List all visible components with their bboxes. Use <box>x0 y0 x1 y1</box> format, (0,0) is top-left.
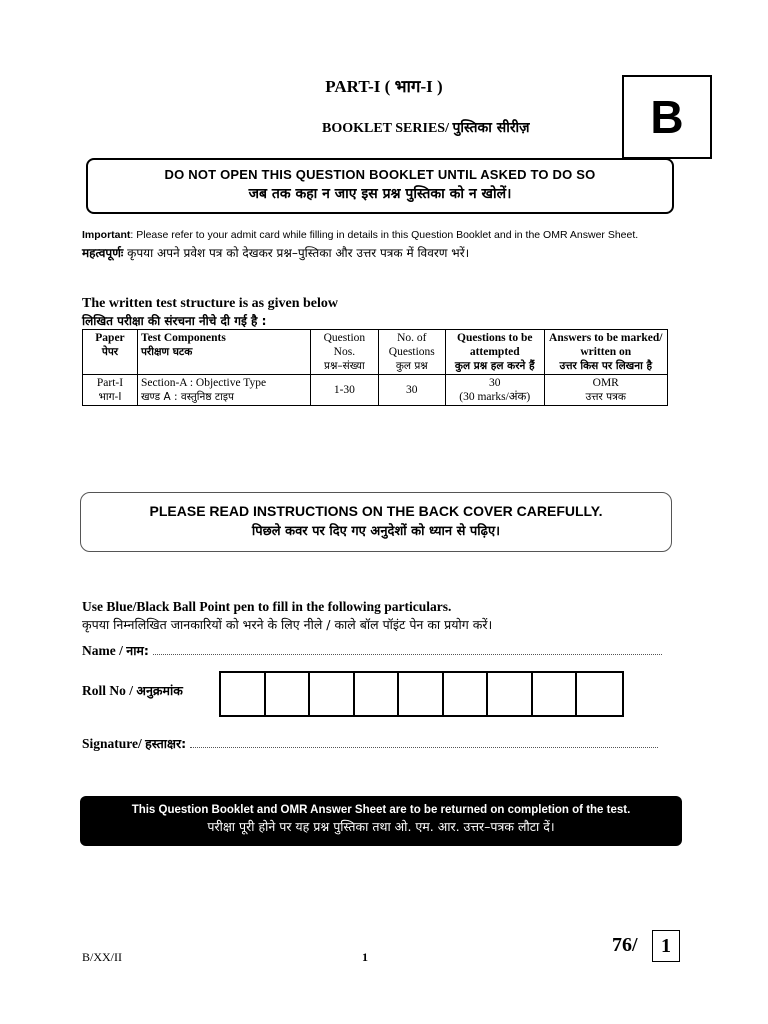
roll-digit-box[interactable] <box>533 673 578 715</box>
name-label: Name / नाम: <box>82 643 149 658</box>
cell-component: Section-A : Objective Type खण्ड A : वस्तुनिष्ठ टाइप <box>137 375 310 406</box>
header-question-nos: Question Nos. प्रश्न–संख्या <box>311 330 378 375</box>
warning-en: DO NOT OPEN THIS QUESTION BOOKLET UNTIL ASKED TO DO SO <box>164 167 596 182</box>
structure-title-hi: लिखित परीक्षा की संरचना नीचे दी गई है : <box>82 314 267 328</box>
important-label-hi: महत्वपूर्णः <box>82 246 124 260</box>
roll-digit-box[interactable] <box>355 673 400 715</box>
table-row <box>83 375 668 406</box>
header-components: Test Components परीक्षण घटक <box>137 330 310 375</box>
do-not-open-notice <box>86 158 674 214</box>
important-text: : Please refer to your admit card while filling in details in this Question Booklet and in the OMR Answer Sheet. <box>130 229 639 241</box>
roll-digit-box[interactable] <box>488 673 533 715</box>
roll-digit-box[interactable] <box>310 673 355 715</box>
return-notice-en: This Question Booklet and OMR Answer Sheet are to be returned on completion of the test. <box>131 804 631 816</box>
name-fill-line[interactable] <box>153 642 662 655</box>
read-notice-en: PLEASE READ INSTRUCTIONS ON THE BACK COVER CAREFULLY. <box>149 503 603 519</box>
name-field[interactable] <box>82 642 662 659</box>
signature-fill-line[interactable] <box>190 735 658 748</box>
cell-question-nos: 1-30 <box>311 375 378 406</box>
return-booklet-notice <box>80 796 682 846</box>
table-header-row <box>83 330 668 375</box>
series-label-hi: पुस्तिका सीरीज़ <box>452 120 530 136</box>
series-label-en: BOOKLET SERIES/ <box>322 121 449 136</box>
test-structure-table <box>82 329 668 406</box>
read-instructions-notice <box>80 492 672 552</box>
pen-instruction-en: Use Blue/Black Ball Point pen to fill in the following particulars. <box>82 599 452 614</box>
important-text-hi: कृपया अपने प्रवेश पत्र को देखकर प्रश्न–पुस्तिका और उत्तर पत्रक में विवरण भरें। <box>123 246 470 260</box>
booklet-code: B/XX/II <box>82 950 122 964</box>
roll-digit-box[interactable] <box>444 673 489 715</box>
signature-field[interactable] <box>82 735 658 752</box>
roll-no-label: Roll No / अनुक्रमांक <box>82 683 183 698</box>
roll-digit-box[interactable] <box>399 673 444 715</box>
part-title: PART-I ( भाग-I ) <box>325 77 443 96</box>
roll-digit-box[interactable] <box>577 673 622 715</box>
return-notice-hi: परीक्षा पूरी होने पर यह प्रश्न पुस्तिका तथा ओ. एम. आर. उत्तर–पत्रक लौटा दें। <box>207 819 555 834</box>
signature-label: Signature/ हस्ताक्षर: <box>82 736 187 751</box>
roll-no-boxes[interactable] <box>219 671 624 717</box>
structure-title-en: The written test structure is as given below <box>82 296 338 311</box>
roll-digit-box[interactable] <box>221 673 266 715</box>
cell-num-questions: 30 <box>378 375 445 406</box>
header-num-questions: No. of Questions कुल प्रश्न <box>378 330 445 375</box>
header-attempt: Questions to be attempted कुल प्रश्न हल करने हैं <box>445 330 544 375</box>
important-label: Important <box>82 229 131 241</box>
cell-paper: Part-I भाग-I <box>83 375 138 406</box>
cell-attempt: 30 (30 marks/अंक) <box>445 375 544 406</box>
page-reference-box: 1 <box>652 930 680 962</box>
roll-digit-box[interactable] <box>266 673 311 715</box>
warning-hi: जब तक कहा न जाए इस प्रश्न पुस्तिका को न खोलें। <box>248 186 512 202</box>
page-number: 1 <box>362 950 368 964</box>
pen-instruction-hi: कृपया निम्नलिखित जानकारियों को भरने के लिए नीले / काले बॉल पॉइंट पेन का प्रयोग करें। <box>82 617 493 632</box>
read-notice-hi: पिछले कवर पर दिए गए अनुदेशों को ध्यान से पढ़िए। <box>251 524 501 539</box>
series-code-box: B <box>622 75 712 159</box>
header-answer-on: Answers to be marked/ written on उत्तर किस पर लिखना है <box>544 330 667 375</box>
header-paper: Paper पेपर <box>83 330 138 375</box>
important-note-hi <box>82 244 722 261</box>
important-note-en <box>82 229 702 241</box>
cell-answer-on: OMR उत्तर पत्रक <box>544 375 667 406</box>
booklet-series-label <box>322 118 530 137</box>
page-reference: 76/ <box>612 934 638 956</box>
